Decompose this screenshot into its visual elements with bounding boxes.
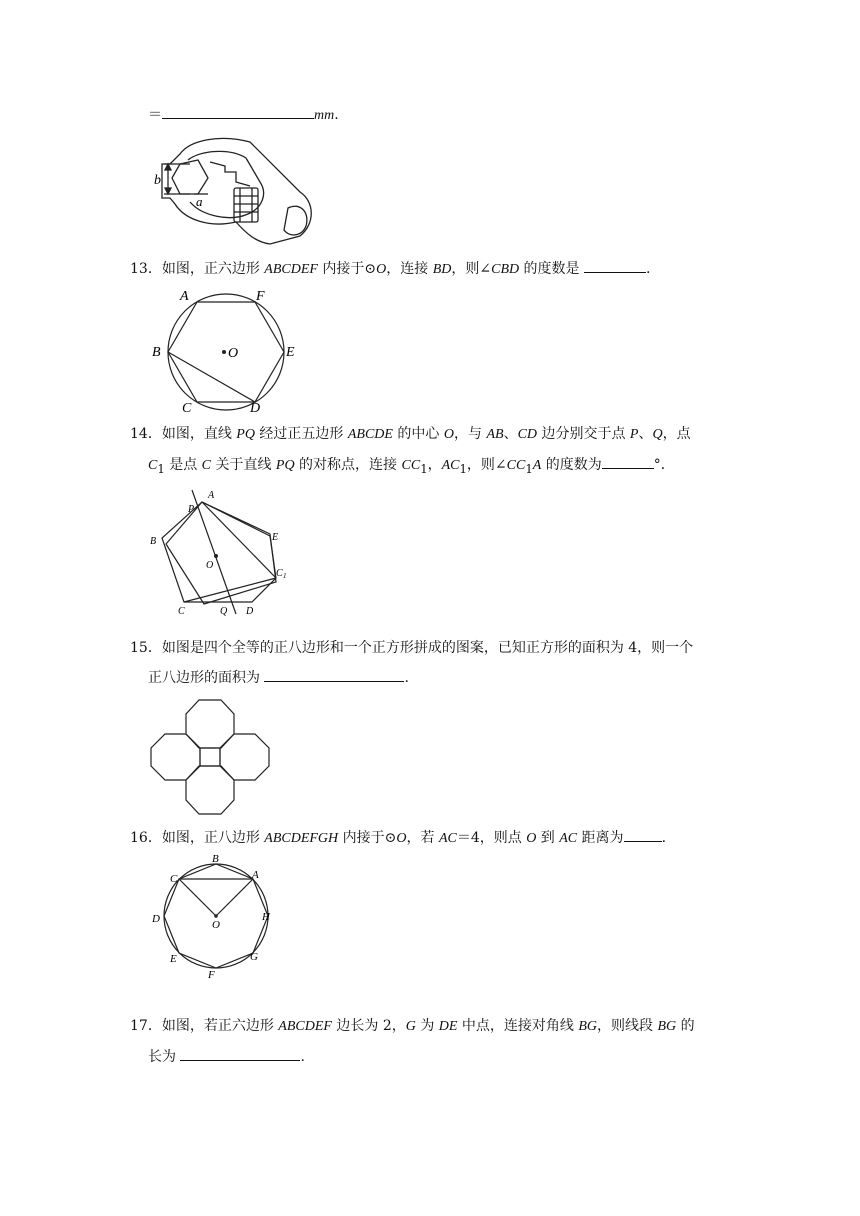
q14-text-line2: [148, 454, 675, 479]
q17-var-BG-2: BG: [657, 1019, 677, 1034]
q14-label-C1: C: [276, 568, 283, 579]
q14-l2-text2: 关于直线: [211, 457, 276, 473]
q17-period: .: [300, 1049, 305, 1065]
q16-var-AC-2: AC: [559, 831, 578, 846]
q12-period: .: [334, 107, 339, 123]
q14-text6: 边分别交于点: [537, 426, 630, 442]
q12-answer-blank[interactable]: [162, 104, 314, 119]
q14-number: 14．: [130, 426, 162, 442]
q14-sub-5: 1: [459, 461, 467, 476]
q13-number: 13．: [130, 261, 162, 277]
q13-var-ABCDEF: ABCDEF: [264, 262, 318, 277]
q14-var-CC1: CC: [401, 458, 421, 473]
q14-var-ABCDE: ABCDE: [347, 427, 393, 442]
q15-period: .: [404, 670, 409, 686]
q12-unit: mm: [314, 108, 335, 123]
q12-wrench-figure: [150, 132, 320, 248]
q16-label-C: C: [170, 873, 178, 885]
q15-answer-blank[interactable]: [264, 667, 404, 682]
q16-number: 16．: [130, 830, 162, 846]
q16-label-G: G: [250, 951, 258, 963]
q14-text8: ，点: [662, 426, 691, 442]
q16-text3: ，若: [406, 830, 439, 846]
q13-var-BD: BD: [432, 262, 452, 277]
q14-var-C1: C: [148, 458, 158, 473]
q14-pentagon-figure: [148, 486, 298, 616]
q13-label-B: B: [152, 345, 161, 360]
q14-var-C: C: [201, 458, 212, 473]
q17-var-ABCDEF: ABCDEF: [278, 1019, 332, 1034]
q17-text1: 如图，若正六边形: [161, 1018, 279, 1034]
q13-var-O: O: [376, 262, 387, 277]
q16-text4: ＝4，则点: [456, 830, 527, 846]
q15-text-line1: [130, 638, 693, 658]
q17-text-line2: [148, 1046, 305, 1067]
q14-var-O: O: [443, 427, 454, 442]
q16-label-F: F: [208, 969, 215, 981]
q13-label-E: E: [286, 345, 295, 360]
q13-answer-blank[interactable]: [584, 258, 646, 273]
q17-answer-blank[interactable]: [180, 1046, 300, 1061]
q13-period: .: [646, 261, 651, 277]
q17-text4: 中点，连接对角线: [457, 1018, 579, 1034]
q16-var-O: O: [396, 831, 407, 846]
q14-answer-blank[interactable]: [602, 454, 654, 469]
q14-text3: 的中心: [392, 426, 444, 442]
q14-text5: 、: [503, 426, 518, 442]
q14-var-AB: AB: [486, 427, 504, 442]
q17-text2: 边长为 2，: [331, 1018, 406, 1034]
q16-octagon-figure: [150, 854, 280, 980]
q13-text2: 内接于⊙: [317, 261, 377, 277]
q15-octagons-figure: [148, 694, 278, 820]
q13-text1: 如图，正六边形: [161, 261, 265, 277]
q15-line1: 如图是四个全等的正八边形和一个正方形拼成的图案，已知正方形的面积为 4，则一个: [161, 640, 694, 656]
q14-l2-text4: ，: [427, 457, 442, 473]
q14-text1: 如图，直线: [161, 426, 237, 442]
q13-text5: 的度数是: [519, 261, 585, 277]
q13-label-D: D: [250, 401, 261, 416]
q13-label-C: C: [182, 401, 192, 416]
q14-label-E: E: [272, 532, 279, 543]
q14-l2-text5: ，则∠: [466, 457, 507, 473]
q14-var-CD: CD: [517, 427, 538, 442]
q16-label-D: D: [152, 913, 160, 925]
q14-label-C: C: [178, 606, 185, 617]
q17-text6: 的: [676, 1018, 695, 1034]
q13-text4: ，则∠: [451, 261, 492, 277]
q17-var-G: G: [405, 1019, 416, 1034]
q14-sub-4: 1: [420, 461, 428, 476]
q16-var-O-2: O: [526, 831, 537, 846]
q14-var-P: P: [629, 427, 639, 442]
q16-text: [130, 827, 666, 849]
q13-text3: ，连接: [386, 261, 433, 277]
q14-label-O: O: [206, 560, 214, 571]
q14-label-Q: Q: [220, 606, 228, 617]
q17-text3: 为: [415, 1018, 439, 1034]
q16-text1: 如图，正八边形: [161, 830, 265, 846]
q14-label-B: B: [150, 536, 157, 547]
q14-l2-text6: 的度数为: [541, 457, 602, 473]
q15-number: 15．: [130, 640, 162, 656]
q14-l2-text3: 的对称点，连接: [294, 457, 402, 473]
q14-text-line1: [130, 424, 691, 445]
q17-var-BG: BG: [578, 1019, 598, 1034]
q17-text5: ，则线段: [597, 1018, 658, 1034]
q14-text2: 经过正五边形: [254, 426, 348, 442]
q16-period: .: [661, 830, 667, 846]
q13-label-F: F: [256, 289, 265, 304]
q16-label-H: H: [262, 911, 270, 923]
q17-line2: 长为: [148, 1049, 181, 1065]
q16-text6: 距离为: [577, 830, 624, 846]
q12-label-a: a: [196, 194, 203, 209]
q14-var-A: A: [532, 458, 542, 473]
q12-equals: ＝: [148, 107, 162, 123]
q14-var-PQ: PQ: [236, 427, 255, 442]
q14-sub-6: 1: [525, 461, 533, 476]
q12-answer-line: [148, 104, 339, 126]
q14-text4: ，与: [454, 426, 487, 442]
q17-text-line1: [130, 1016, 695, 1037]
q14-text7: 、: [638, 426, 653, 442]
q17-number: 17．: [130, 1018, 162, 1034]
q13-hexagon-figure: [150, 288, 310, 416]
q14-label-D: D: [246, 606, 254, 617]
q14-var-AC1: AC: [441, 458, 460, 473]
q12-label-b: b: [154, 173, 161, 188]
q14-sub-1: 1: [157, 461, 165, 476]
q15-text-line2: [148, 667, 409, 688]
q15-line2: 正八边形的面积为: [148, 670, 265, 686]
q16-label-B: B: [212, 853, 219, 865]
q16-var-AC: AC: [438, 831, 457, 846]
q14-label-A: A: [208, 490, 215, 501]
q13-var-CBD: CBD: [491, 262, 520, 277]
q16-label-E: E: [170, 953, 177, 965]
q14-var-CC1A: CC: [506, 458, 526, 473]
q13-label-O: O: [228, 346, 239, 361]
q16-label-O: O: [212, 919, 220, 931]
q16-text5: 到: [536, 830, 560, 846]
q17-var-DE: DE: [438, 1019, 458, 1034]
q16-text2: 内接于⊙: [338, 830, 397, 846]
q14-l2-text1: 是点: [164, 457, 202, 473]
q14-label-C1-sub: 1: [283, 572, 287, 580]
q14-var-Q: Q: [652, 427, 663, 442]
q16-var-ABCDEFGH: ABCDEFGH: [264, 831, 339, 846]
q13-label-A: A: [180, 289, 189, 304]
q16-answer-blank[interactable]: [624, 827, 662, 842]
q13-text: [130, 258, 650, 280]
q14-var-PQ-2: PQ: [275, 458, 295, 473]
q14-degree-end: °．: [653, 457, 675, 473]
q14-label-P: P: [188, 504, 195, 515]
q16-label-A: A: [252, 869, 259, 881]
